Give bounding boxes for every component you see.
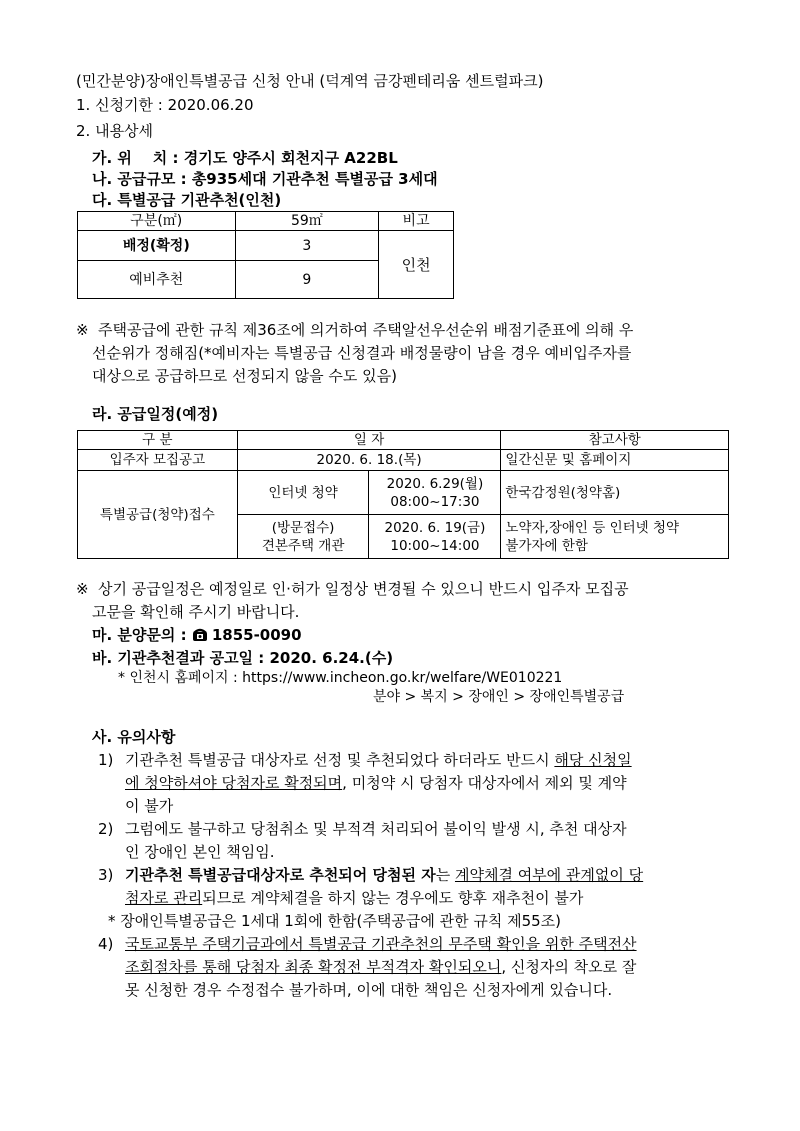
homepage-line: * 인천시 홈페이지 : https://www.incheon.go.kr/welfare/WE010221 xyxy=(118,670,563,686)
note2-line: 고문을 확인해 주시기 바랍니다. xyxy=(92,603,300,621)
note1-line: 대상으로 공급하므로 선정되지 않을 수도 있음) xyxy=(92,367,398,385)
scale-line: 나. 공급규모 : 총935세대 기관추천 특별공급 3세대 xyxy=(92,170,438,188)
note1-line: 선순위가 정해짐(*예비자는 특별공급 신청결과 배정물량이 남을 경우 예비입주자를 xyxy=(92,344,632,362)
note1-line: 주택공급에 관한 규칙 제36조에 의거하여 주택알선우선순위 배점기준표에 의해 우 xyxy=(98,321,634,339)
table2-header-ref: 참고사항 xyxy=(501,431,729,450)
table2-group-label: 특별공급(청약)접수 xyxy=(78,471,238,559)
caution3-text: 되므로 계약체결을 하지 않는 경우에도 향후 재추천이 불가 xyxy=(202,889,584,907)
caution3-line1 xyxy=(125,866,643,884)
table2-row1-ref: 일간신문 및 홈페이지 xyxy=(501,450,729,471)
homepage-path: 분야 > 복지 > 장애인 > 장애인특별공급 xyxy=(373,689,625,705)
inquiry-label: 마. 분양문의 : xyxy=(92,626,192,644)
table1-row-value: 9 xyxy=(235,261,379,299)
caution2-line2: 인 장애인 본인 책임임. xyxy=(125,843,275,861)
table1-header-category: 구분(㎡) xyxy=(78,212,236,231)
caution1-text: , 미청약 시 당첨자 대상자에서 제외 및 계약 xyxy=(342,774,627,792)
caution-number: 1) xyxy=(98,751,114,769)
table1-row-label: 예비추천 xyxy=(78,261,236,299)
document-title: (민간분양)장애인특별공급 신청 안내 (덕계역 금강펜테리움 센트럴파크) xyxy=(76,72,544,90)
caution3-bold: 기관추천 특별공급대상자로 추천되어 당첨된 자 xyxy=(125,866,436,884)
caution-number: 2) xyxy=(98,820,114,838)
location-line: 가. 위 치 : 경기도 양주시 회천지구 A22BL xyxy=(92,149,398,167)
caution1-line1 xyxy=(125,751,632,769)
details-heading: 2. 내용상세 xyxy=(76,122,154,140)
caution3-note: * 장애인특별공급은 1세대 1회에 한함(주택공급에 관한 규칙 제55조) xyxy=(108,912,562,930)
table2-row2-date2: 08:00~17:30 xyxy=(390,493,480,510)
caution4-text: , 신청자의 착오로 잘 xyxy=(501,958,637,976)
caution4-line1: 국토교통부 주택기금과에서 특별공급 기관추천의 무주택 확인을 위한 주택전산 xyxy=(125,935,637,953)
table2-row3-date1: 2020. 6. 19(금) xyxy=(384,519,486,536)
caution-number: 4) xyxy=(98,935,114,953)
note2-line: 상기 공급일정은 예정일로 인·허가 일정상 변경될 수 있으니 반드시 입주자 모집공 xyxy=(98,580,629,598)
caution1-line3: 이 불가 xyxy=(125,797,174,815)
note-mark: ※ xyxy=(76,321,89,339)
table1-row-label: 배정(확정) xyxy=(78,231,236,261)
caution1-underlined: 에 청약하셔야 당첨자로 확정되며 xyxy=(125,774,343,792)
caution1-underlined: 해당 신청일 xyxy=(554,751,632,769)
table1-note-cell: 인천 xyxy=(379,231,454,299)
caution3-text: 는 xyxy=(435,866,455,884)
table2-row2-sub: 인터넷 청약 xyxy=(237,471,369,515)
caution4-line3: 못 신청한 경우 수정접수 불가하며, 이에 대한 책임은 신청자에게 있습니다. xyxy=(125,981,613,999)
caution3-underlined: 계약체결 여부에 관계없이 당 xyxy=(454,866,644,884)
table2-row2-date1: 2020. 6.29(월) xyxy=(386,475,484,492)
caution-number: 3) xyxy=(98,866,114,884)
caution4-line2 xyxy=(125,958,636,976)
caution4-underlined: 조회절차를 통해 당첨자 최종 확정전 부적격자 확인되오니 xyxy=(125,958,502,976)
inquiry-line xyxy=(92,626,302,646)
table2-row1-date: 2020. 6. 18.(목) xyxy=(237,450,501,471)
phone-icon xyxy=(192,628,208,646)
announce-line: 바. 기관추천결과 공고일 : 2020. 6.24.(수) xyxy=(92,649,394,667)
caution1-text: 기관추천 특별공급 대상자로 선정 및 추천되었다 하더라도 반드시 xyxy=(125,751,555,769)
note-mark: ※ xyxy=(76,580,89,598)
table2-row1-label: 입주자 모집공고 xyxy=(78,450,238,471)
caution3-line2 xyxy=(125,889,583,907)
caution3-underlined: 첨자로 관리 xyxy=(125,889,203,907)
special-heading: 다. 특별공급 기관추천(인천) xyxy=(92,191,282,209)
caution1-line2 xyxy=(125,774,627,792)
schedule-heading: 라. 공급일정(예정) xyxy=(92,405,219,423)
inquiry-phone: 1855-0090 xyxy=(211,626,302,644)
schedule-table xyxy=(77,430,729,559)
table1-header-size: 59㎡ xyxy=(235,212,379,231)
table2-row3-date2: 10:00~14:00 xyxy=(390,537,480,554)
caution2-line1: 그럼에도 불구하고 당첨취소 및 부적격 처리되어 불이익 발생 시, 추천 대상자 xyxy=(125,820,627,838)
table2-row3-sub xyxy=(237,515,369,559)
table2-row3-ref xyxy=(501,515,729,559)
table2-row3-sub2: 견본주택 개관 xyxy=(261,537,345,554)
table2-row3-ref1: 노약자,장애인 등 인터넷 청약 xyxy=(505,519,680,536)
table2-row2-date xyxy=(369,471,501,515)
table1-header-note: 비고 xyxy=(379,212,454,231)
deadline-line: 1. 신청기한 : 2020.06.20 xyxy=(76,96,254,114)
table2-row3-date xyxy=(369,515,501,559)
table2-row3-sub1: (방문접수) xyxy=(271,519,335,536)
table2-header-category: 구 분 xyxy=(78,431,238,450)
cautions-heading: 사. 유의사항 xyxy=(92,728,176,746)
table2-row2-ref: 한국감정원(청약홈) xyxy=(501,471,729,515)
table2-header-date: 일 자 xyxy=(237,431,501,450)
allocation-table xyxy=(77,211,454,299)
table2-row3-ref2: 불가자에 한함 xyxy=(505,537,588,554)
table1-row-value: 3 xyxy=(235,231,379,261)
